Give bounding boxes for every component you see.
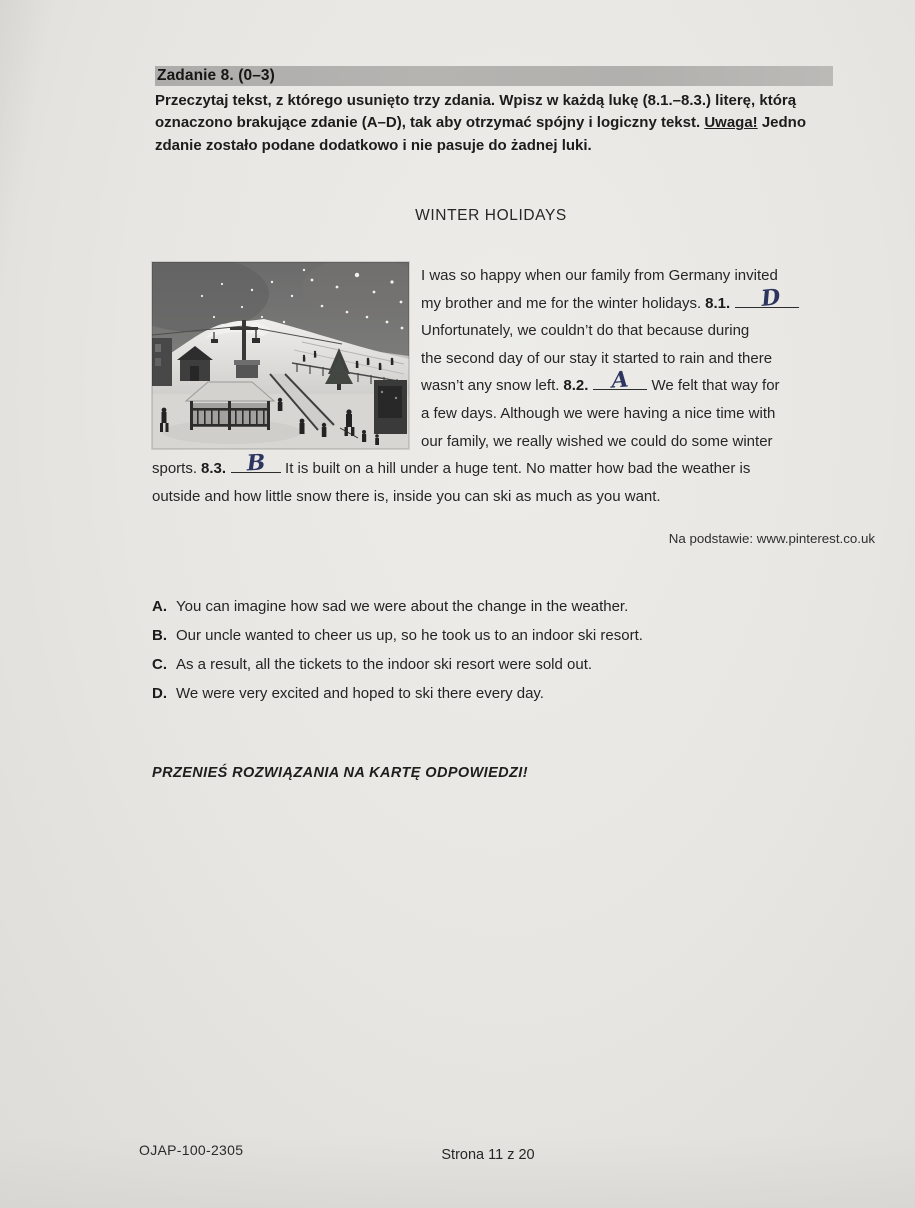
passage-column bbox=[421, 262, 841, 455]
task-header-label: Zadanie 8. (0–3) bbox=[157, 67, 275, 84]
option-letter: C. bbox=[152, 656, 167, 673]
passage-line: Unfortunately, we couldn’t do that because during bbox=[421, 322, 750, 340]
handwritten-answer-8-2: A bbox=[611, 366, 630, 394]
handwritten-answer-8-3: B bbox=[246, 449, 267, 477]
option-letter: D. bbox=[152, 685, 167, 702]
instructions-text-after: Jedno zdanie zostało podane dodatkowo i nie pasuje do żadnej luki. bbox=[155, 114, 806, 154]
passage-line: wasn’t any snow left. 8.2. A We felt that way for bbox=[421, 366, 780, 395]
source-attribution: Na podstawie: www.pinterest.co.uk bbox=[668, 531, 875, 546]
option-text: We were very excited and hoped to ski there every day. bbox=[176, 685, 544, 702]
indoor-ski-resort-photo bbox=[152, 262, 409, 449]
option-row-b bbox=[152, 627, 862, 656]
answer-blank-8-2 bbox=[593, 366, 647, 394]
option-row-d bbox=[152, 685, 862, 714]
gap-label-8-2: 8.2. bbox=[563, 377, 589, 395]
passage-line: our family, we really wished we could do some winter bbox=[421, 432, 773, 450]
gap-label-8-3: 8.3. bbox=[201, 460, 227, 477]
passage-line: sports. 8.3. B It is built on a hill under a huge tent. No matter how bad the weather is bbox=[152, 449, 751, 477]
passage-line: the second day of our stay it started to rain and there bbox=[421, 349, 773, 367]
answer-blank-8-3 bbox=[231, 449, 281, 477]
option-text: You can imagine how sad we were about the change in the weather. bbox=[176, 598, 629, 615]
handwritten-answer-8-1: D bbox=[760, 283, 782, 312]
uwaga-label: Uwaga! bbox=[704, 114, 758, 132]
task-instructions bbox=[155, 90, 847, 157]
transfer-note: PRZENIEŚ ROZWIĄZANIA NA KARTĘ ODPOWIEDZI! bbox=[152, 765, 528, 781]
passage-line: outside and how little snow there is, inside you can ski as much as you want. bbox=[152, 487, 661, 505]
indoor-ski-resort-illustration bbox=[152, 262, 409, 449]
option-letter: A. bbox=[152, 598, 167, 615]
footer-page-number: Strona 11 z 20 bbox=[441, 1147, 535, 1163]
option-letter: B. bbox=[152, 627, 167, 644]
passage-line: I was so happy when our family from Germany invited bbox=[421, 267, 778, 284]
option-text: As a result, all the tickets to the indoor ski resort were sold out. bbox=[176, 656, 593, 673]
task-header-bar bbox=[155, 66, 833, 86]
gap-label-8-1: 8.1. bbox=[705, 294, 731, 312]
answer-blank-8-1 bbox=[735, 283, 799, 312]
option-row-a bbox=[152, 598, 862, 627]
instructions-text: Przeczytaj tekst, z którego usunięto trzy zdania. Wpisz w każdą lukę (8.1.–8.3.) literę, którą oznaczono brakujące zdanie (A–D), tak aby otrzymać spójny i logiczny tekst. bbox=[155, 92, 797, 132]
passage-line: a few days. Although we were having a nice time with bbox=[421, 404, 776, 422]
passage-full-width bbox=[152, 449, 852, 510]
footer-exam-code: OJAP-100-2305 bbox=[139, 1142, 244, 1158]
option-row-c bbox=[152, 656, 862, 685]
passage-title: WINTER HOLIDAYS bbox=[415, 207, 567, 224]
passage-line: my brother and me for the winter holidays. 8.1. D bbox=[421, 290, 841, 318]
option-text: Our uncle wanted to cheer us up, so he took us to an indoor ski resort. bbox=[176, 627, 643, 644]
options-list bbox=[152, 598, 862, 714]
